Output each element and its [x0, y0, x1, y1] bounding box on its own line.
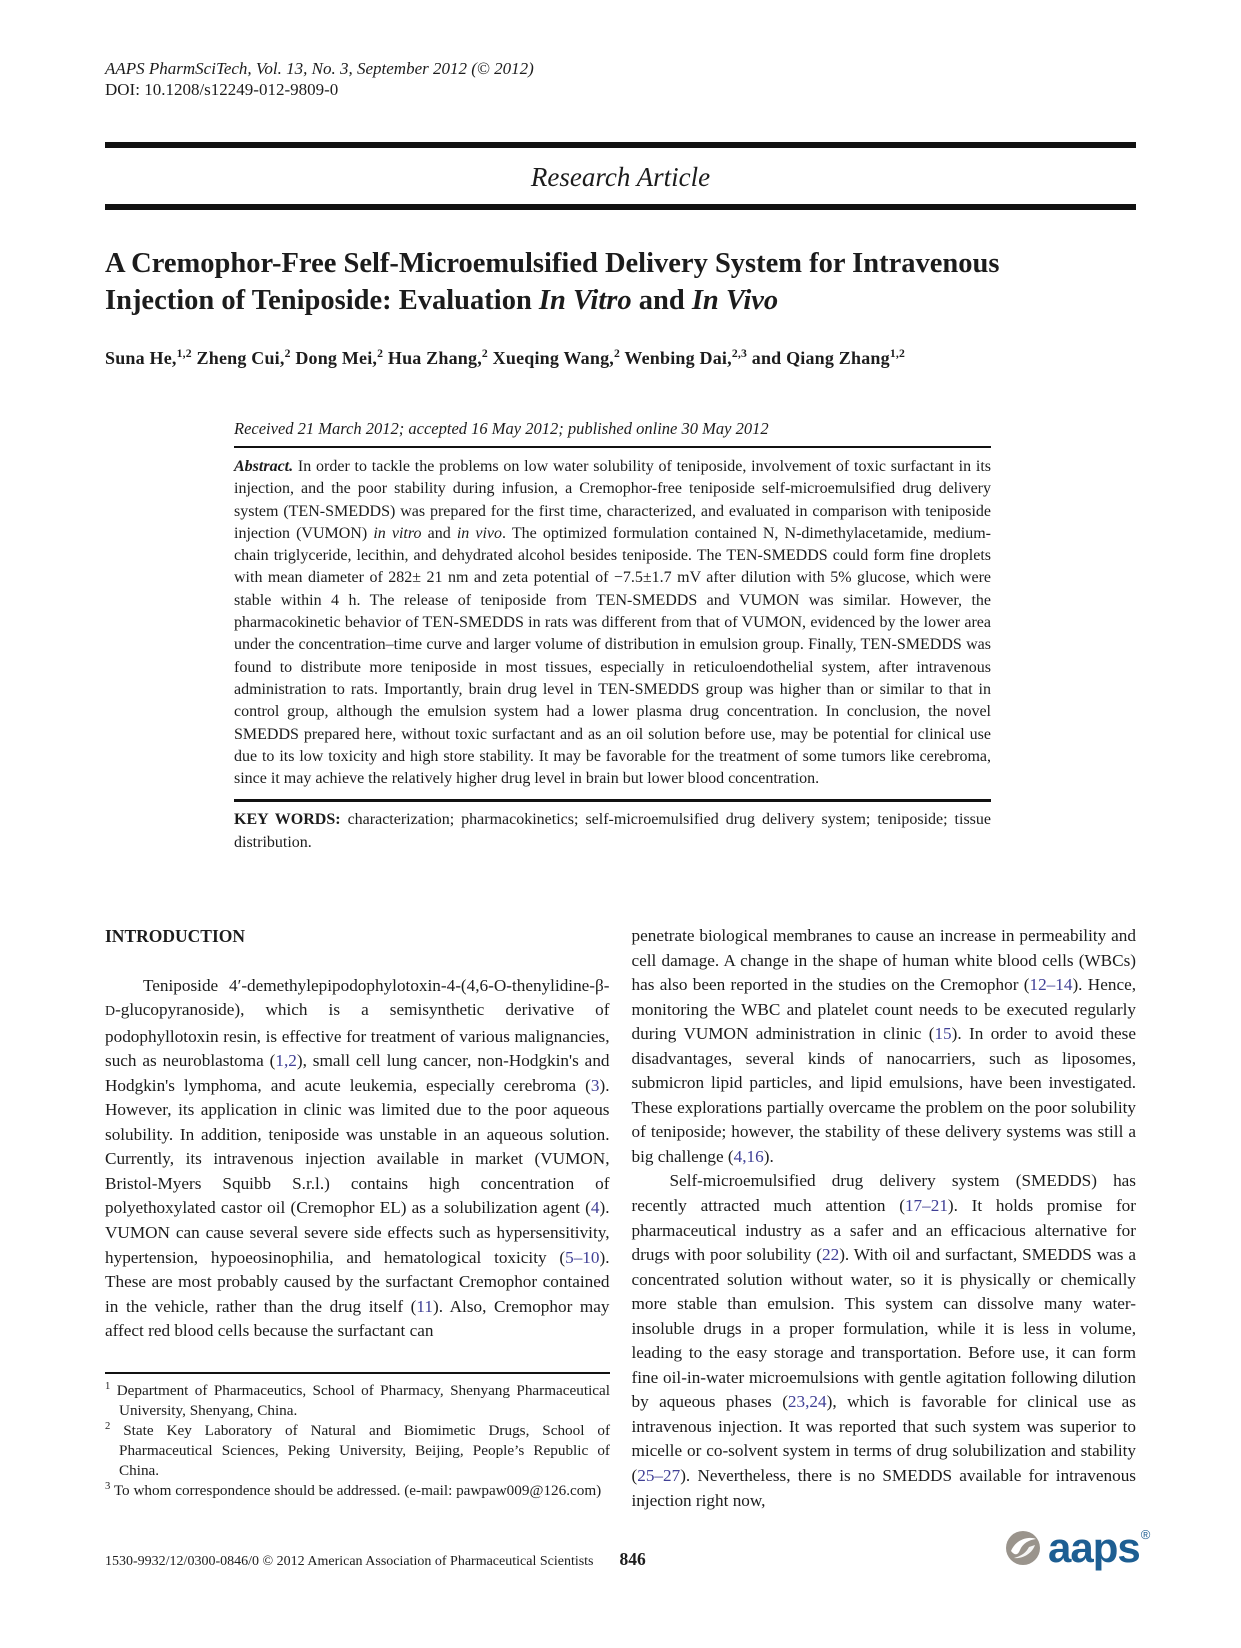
text-segment: ). It holds promise for pharmaceutical industry as a safer and an efficacious alternative for drugs with poor solubility ( [631, 1196, 1136, 1265]
text-segment: ). Nevertheless, there is no SMEDDS available for intravenous injection right now, [631, 1466, 1136, 1510]
text-segment: and Qiang Zhang [747, 348, 890, 368]
text-segment: in vivo [456, 524, 503, 542]
introduction-paragraph-1 [105, 974, 610, 1344]
issn-copyright-line: 1530-9932/12/0300-0846/0 © 2012 American Association of Pharmaceutical Scientists [105, 1554, 594, 1569]
footnote-text-3: To whom correspondence should be addressed. (e-mail: pawpaw009@126.com) [113, 1482, 602, 1499]
text-segment: . The optimized formulation contained N, N-dimethylacetamide, medium-chain triglyceride, lecithin, and dehydrated alcohol besides teniposide. The TEN-SMEDDS could form fine droplets with mean diameter of 282± 21 nm and zeta potential of −7.5±1.7 mV after dilution with 5% glucose, which were stable within 4 h. The release of teniposide from TEN-SMEDDS and VUMON was similar. However, the pharmacokinetic behavior of TEN-SMEDDS in rats was different from that of VUMON, evidenced by the lower area under the concentration–time curve and larger volume of distribution in emulsion group. Finally, TEN-SMEDDS was found to distribute more teniposide in most tissues, especially in reticuloendothelial system, after intravenous administration to rats. Importantly, brain drug level in TEN-SMEDDS group was higher than or similar to that in control group, although the emulsion system had a lower plasma drug concentration. In conclusion, the novel SMEDDS prepared here, without toxic surfactant and as an oil solution before use, may be potential for clinical use due to its low toxicity and high store stability. It may be favorable for the treatment of some tumors like cerebroma, since it may achieve the relatively higher drug level in brain but lower blood concentration. [234, 524, 992, 788]
text-segment: ). These are most probably caused by the surfactant Cremophor contained in the vehicle, rather than the drug itself ( [105, 1247, 610, 1316]
footnote-rule [105, 1372, 610, 1374]
footnote-marker-2: 2 [105, 1420, 111, 1432]
introduction-heading: INTRODUCTION [105, 926, 246, 946]
text-segment: D [105, 1004, 116, 1020]
text-segment: in vitro [373, 524, 422, 542]
aaps-logo [1005, 1524, 1151, 1571]
text-segment: In Vivo [691, 285, 779, 317]
citation-link[interactable]: 3 [590, 1075, 600, 1095]
text-segment: KEY WORDS: [234, 811, 341, 829]
text-segment: ), small cell lung cancer, non-Hodgkin's and Hodgkin's lymphoma, and acute leukemia, especially cerebroma ( [105, 1051, 610, 1095]
aaps-swirl-icon [1005, 1530, 1041, 1566]
footnote-text-1: Department of Pharmaceutics, School of Pharmacy, Shenyang Pharmaceutical University, Shenyang, China. [116, 1382, 610, 1419]
keywords-line [234, 809, 991, 854]
abstract-rule-top [234, 446, 991, 448]
journal-citation-line: AAPS PharmSciTech, Vol. 13, No. 3, September 2012 (© 2012) [105, 59, 534, 78]
text-segment: -glucopyranoside), which is a semisynthetic derivative of podophyllotoxin resin, is effective for treatment of various malignancies, such as neuroblastoma ( [105, 1000, 610, 1071]
text-segment: A Cremophor-Free Self-Microemulsified Delivery System for Intravenous Injection of Teniposide: Evaluation [105, 248, 1000, 317]
footnote-text-2: State Key Laboratory of Natural and Biomimetic Drugs, School of Pharmaceutical Sciences, Peking University, Beijing, People’s Republic of China. [119, 1422, 611, 1479]
text-segment: ). Hence, monitoring the WBC and platelet count needs to be executed regularly during VUMON administration in clinic ( [631, 975, 1136, 1044]
text-segment: and [631, 285, 692, 317]
text-segment: 2,3 [731, 347, 748, 360]
footnote-marker-3: 3 [105, 1480, 111, 1492]
text-segment: ). VUMON can cause several severe side effects such as hypersensitivity, hypertension, hypoeosinophilia, and hematological toxicity ( [105, 1198, 610, 1267]
text-segment: Teniposide 4′-demethylepipodophylotoxin-4-(4,6-O-thenylidine-β- [143, 975, 610, 995]
text-segment: 1,2 [176, 347, 192, 360]
text-segment: 1,2 [889, 347, 906, 360]
article-type-banner: Research Article [530, 162, 711, 192]
footnote-affiliation-1 [105, 1381, 610, 1421]
footnotes-block [105, 1372, 610, 1501]
text-segment: ). Also, Cremophor may affect red blood cells because the surfactant can [105, 1296, 610, 1341]
banner-rule-top [105, 142, 1136, 148]
right-column [632, 924, 1137, 1513]
text-segment: Xueqing Wang, [487, 348, 614, 368]
citation-link[interactable]: 23,24 [787, 1392, 827, 1412]
abstract-block [234, 418, 991, 854]
text-segment: Wenbing Dai, [620, 348, 732, 368]
text-segment: In order to tackle the problems on low water solubility of teniposide, involvement of toxic surfactant in its injection, and the poor stability during infusion, a Cremophor-free teniposide self-microemulsified drug delivery system (TEN-SMEDDS) was prepared for the first time, characterized, and evaluated in comparison with teniposide injection (VUMON) [234, 458, 991, 542]
text-segment: Abstract. [234, 458, 294, 475]
citation-link[interactable]: 12–14 [1029, 975, 1073, 995]
registered-mark: ® [1140, 1526, 1151, 1542]
citation-link[interactable]: 17–21 [904, 1196, 948, 1216]
text-segment: Suna He, [105, 348, 177, 368]
text-segment: Hua Zhang, [383, 348, 482, 368]
banner-rule-bottom [105, 204, 1136, 210]
page-number: 846 [619, 1549, 646, 1569]
text-segment: ). However, its application in clinic was limited due to the poor aqueous solubility. In addition, teniposide was unstable in an aqueous solution. Currently, its intravenous injection available in market (VUMON, Bristol-Myers Squibb S.r.l.) contains high concentration of polyethoxylated castor oil (Cremophor EL) as a solubilization agent ( [105, 1075, 610, 1218]
abstract-text [234, 456, 991, 790]
text-segment: 2 [481, 347, 488, 360]
text-segment: penetrate biological membranes to cause an increase in permeability and cell damage. A change in the shape of human white blood cells (WBCs) has also been reported in the studies on the Cremophor ( [631, 926, 1136, 995]
doi-line: DOI: 10.1208/s12249-012-9809-0 [105, 80, 339, 99]
article-title [105, 245, 1080, 319]
text-segment: ). With oil and surfactant, SMEDDS was a concentrated solution without water, so it is physically or chemically more stable than emulsion. This system can dissolve many water-insoluble drugs in a proper formulation, while it is less in volume, leading to the easy storage and transportation. Before use, it can form fine oil-in-water microemulsions with gentle agitation following dilution by aqueous phases ( [631, 1245, 1136, 1412]
citation-link[interactable]: 15 [934, 1024, 952, 1044]
received-dates-line: Received 21 March 2012; accepted 16 May 2012; published online 30 May 2012 [234, 419, 769, 438]
text-segment: Dong Mei, [290, 348, 378, 368]
footnote-affiliation-2 [105, 1421, 610, 1481]
text-segment: Self-microemulsified drug delivery system (SMEDDS) has recently attracted much attention ( [631, 1171, 1136, 1216]
introduction-paragraph-2 [632, 1169, 1137, 1513]
citation-link[interactable]: 4 [590, 1198, 600, 1218]
citation-link[interactable]: 22 [822, 1245, 840, 1265]
author-list [105, 348, 1136, 369]
text-segment: ), which is favorable for clinical use as intravenous injection. It was reported that such system was superior to micelle or co-solvent system in terms of drug solubilization and stability ( [631, 1392, 1136, 1486]
text-segment: 2 [284, 347, 291, 360]
page-header [105, 58, 1136, 100]
text-segment: characterization; pharmacokinetics; self-microemulsified drug delivery system; teniposide; tissue distribution. [234, 811, 992, 851]
citation-link[interactable]: 4,16 [733, 1146, 764, 1166]
text-segment: Zheng Cui, [191, 348, 285, 368]
citation-link[interactable]: 1,2 [275, 1051, 297, 1071]
footnote-marker-1: 1 [105, 1380, 111, 1392]
text-segment: ). In order to avoid these disadvantages, several kinds of nanocarriers, such as liposomes, submicron lipid particles, and lipid emulsions, have been investigated. These explorations partially overcame the problem on the poor solubility of teniposide; however, the stability of these delivery systems was still a big challenge ( [631, 1024, 1136, 1166]
keywords-rule [234, 799, 991, 802]
aaps-logo-text: aaps [1048, 1524, 1140, 1571]
citation-link[interactable]: 11 [416, 1296, 433, 1316]
citation-link[interactable]: 25–27 [637, 1466, 681, 1486]
introduction-paragraph-1-continued [632, 924, 1137, 1169]
citation-link[interactable]: 5–10 [565, 1247, 600, 1267]
footnote-correspondence [105, 1481, 610, 1501]
page-footer [105, 1549, 805, 1570]
text-segment: In Vitro [538, 285, 632, 317]
text-segment: and [421, 524, 457, 542]
text-segment: 2 [377, 347, 384, 360]
text-segment: 2 [613, 347, 621, 360]
text-segment: ). [763, 1146, 774, 1166]
